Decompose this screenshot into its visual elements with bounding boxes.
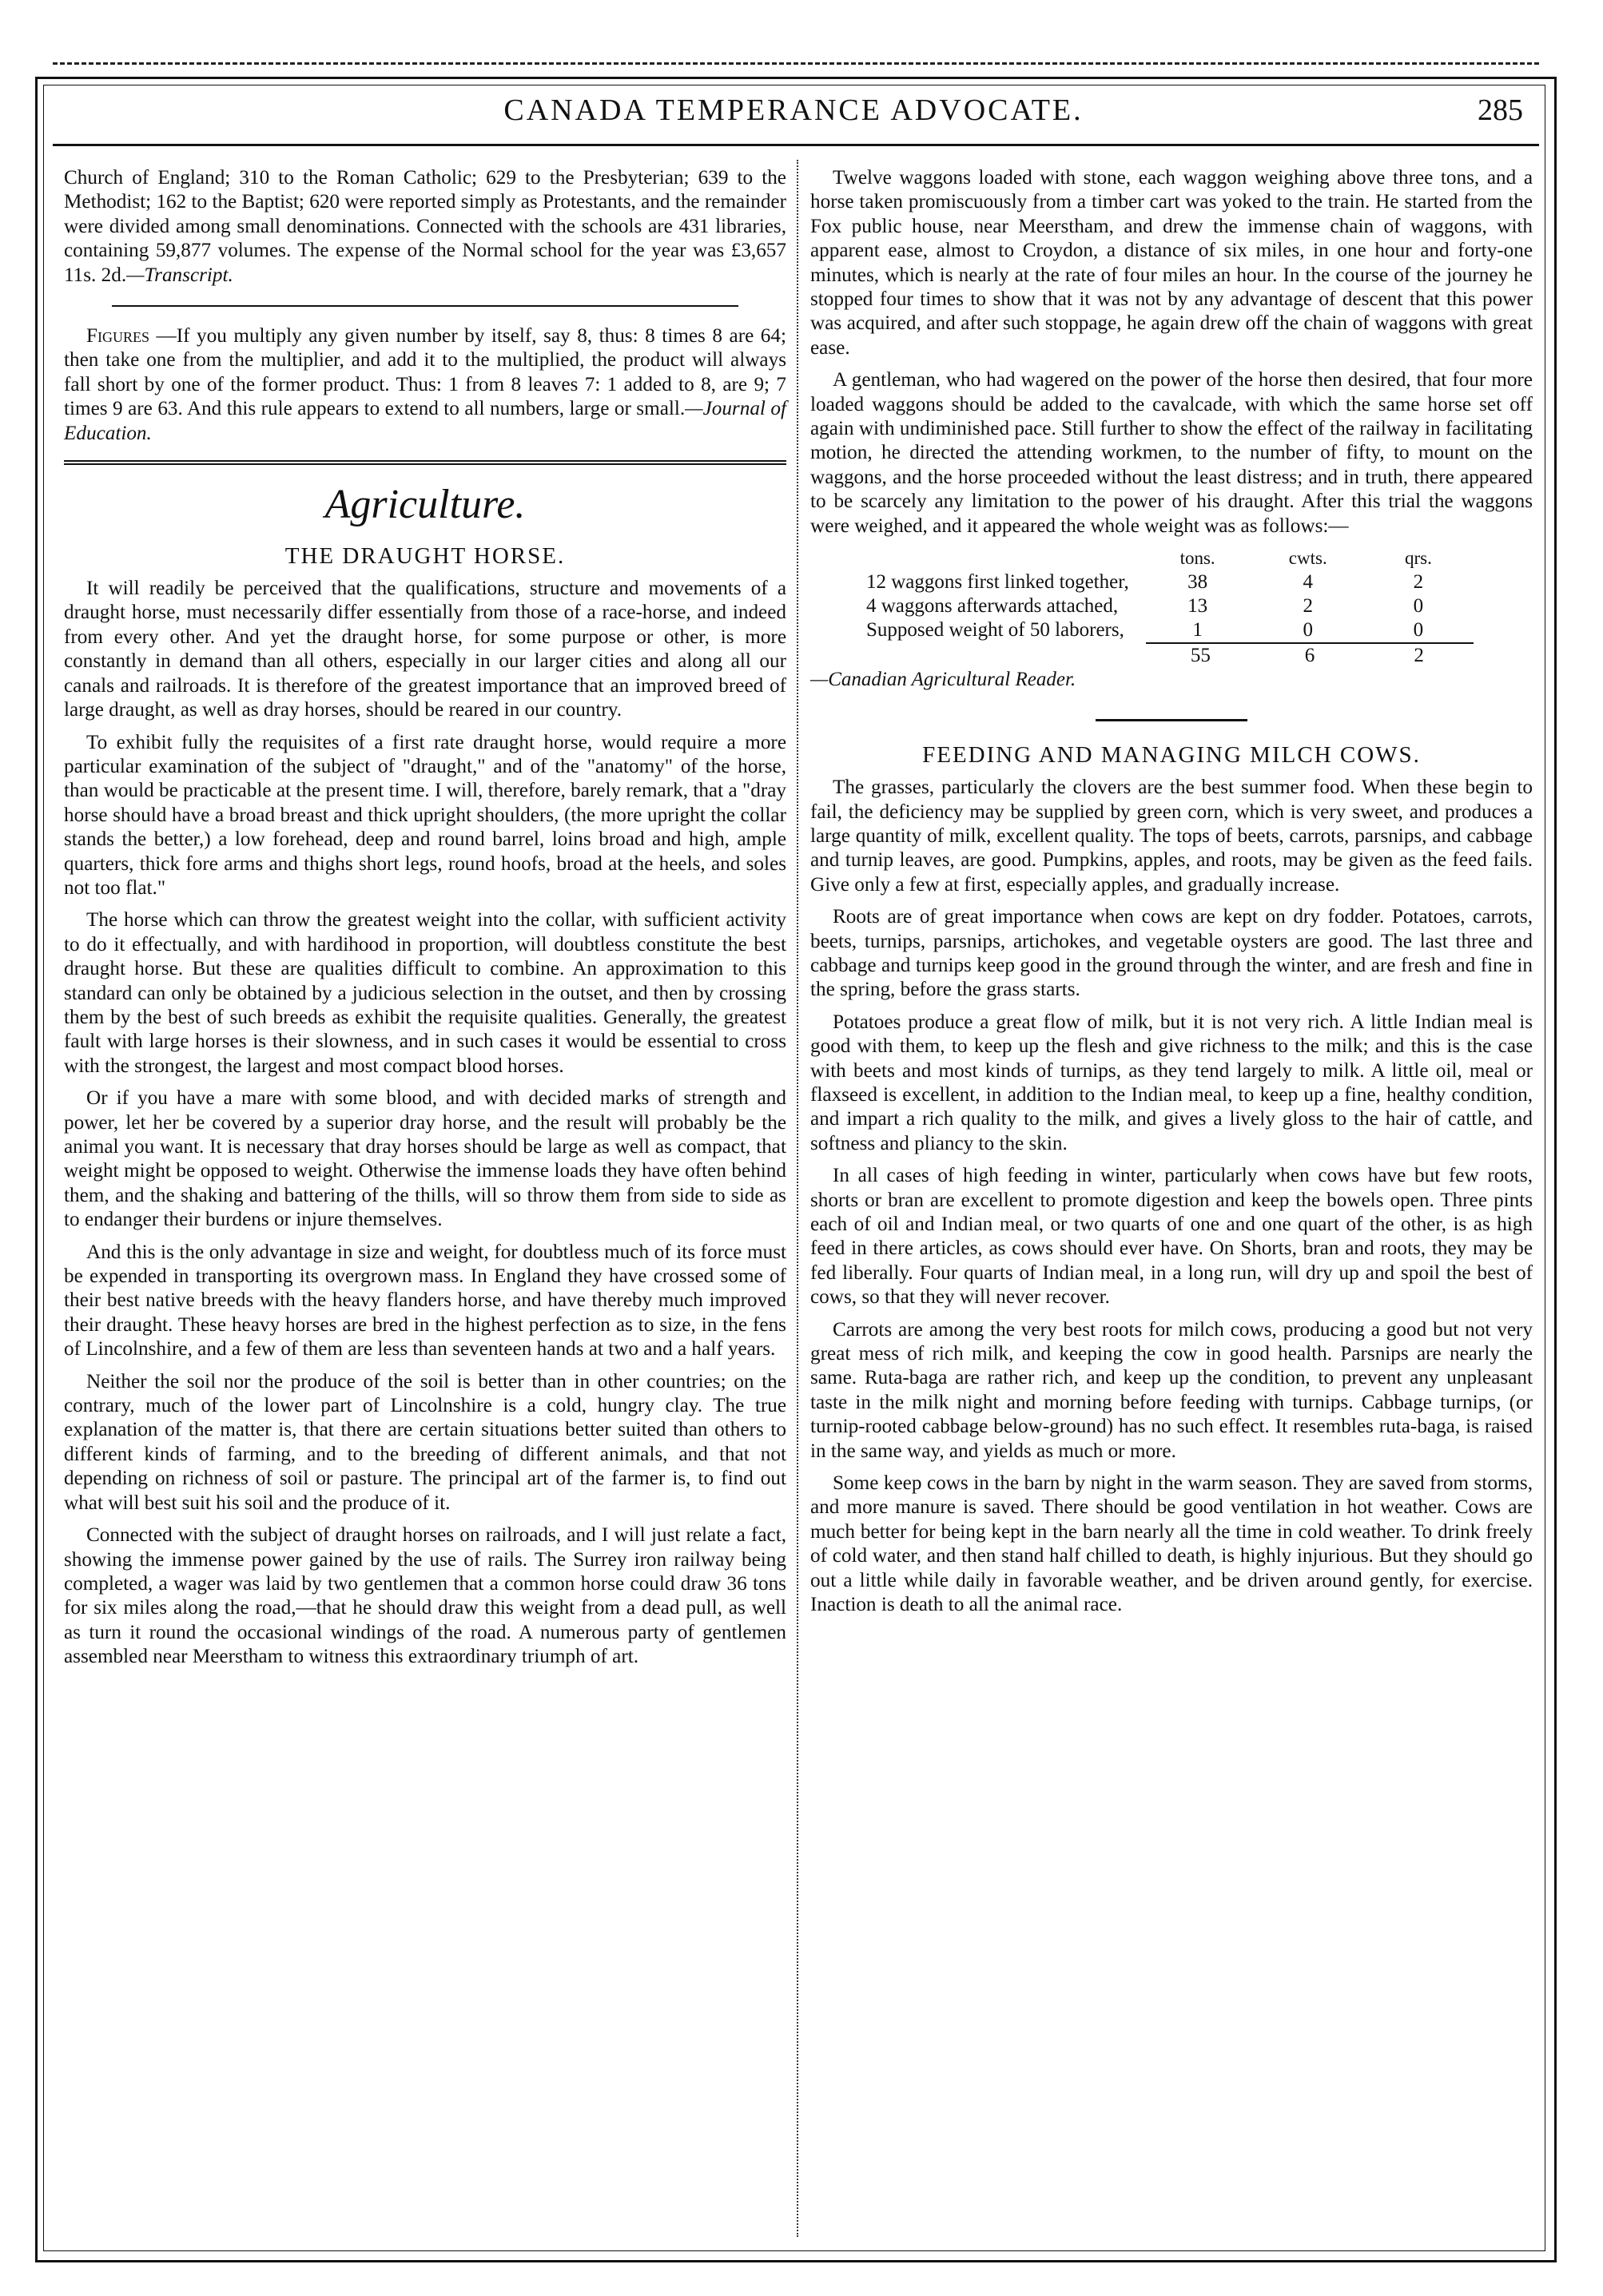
- figures-source: —Journal of Education.: [64, 398, 786, 444]
- row-label: 4 waggons afterwards attached,: [866, 595, 1119, 618]
- article-paragraph: Carrots are among the very best roots for milch cows, producing a good but not very great mess of rich milk, and keeping the cow in good health. Parsnips are nearly the same. Ruta-baga are rather rich, and keep up the condition, to prevent any unpleasant taste in the milk night and morning before feeding with turnips. Cabbage turnips, (or turnip-rooted cabbage below-ground) has no such effect. It resembles ruta-baga, is raised in the same way, and yields as much or more.: [810, 1318, 1533, 1462]
- article-paragraph: Potatoes produce a great flow of milk, but it is not very rich. A little Indian meal is good with them, to keep up the flesh and give richness to the milk; and this is the case with beets and most kinds of turnips, as they tend largely to milk. A little oil, meal or flaxseed is excellent, in addition to the Indian meal, to keep up a fine, healthy condition, and impart a rich quality to the milk, and gives a lively gloss to the hair of cattle, and softness and pliancy to the skin.: [810, 1011, 1533, 1154]
- article-paragraph: Neither the soil nor the produce of the soil is better than in other countries; on the contrary, much of the lower part of Lincolnshire is a cold, hungry clay. The true explanation of the matter is, that there are certain situations better suited than others to different kinds of farming, and to the breeding of different animals, and that not depending on richness of soil or pasture. The principal art of the farmer is, to find out what will best suit his soil and the produce of it.: [64, 1370, 786, 1514]
- top-dashed-rule: [53, 62, 1539, 65]
- cell-qrs: 2: [1413, 571, 1424, 594]
- cell-tons: 13: [1187, 595, 1208, 618]
- article-title-draught-horse: THE DRAUGHT HORSE.: [284, 543, 566, 570]
- cell-cwts: 0: [1303, 619, 1314, 642]
- column-divider: [797, 160, 798, 2237]
- weights-table: [866, 546, 1474, 668]
- census-paragraph: Church of England; 310 to the Roman Catholic; 629 to the Presbyterian; 639 to the Methodist; 162 to the Baptist; 620 were reported simply as Protestants, and the remainder were divided among small denominations. Connected with the schools are 431 libraries, containing 59,877 volumes. The expense of the Normal school for the year was £3,657 11s. 2d.—Transcript.: [64, 167, 786, 286]
- table-total-row: [1146, 642, 1474, 668]
- article-paragraph: The horse which can throw the greatest weight into the collar, with sufficient activity to do it effectually, and with hardihood in proportion, will doubtless constitute the best draught horse. But these are qualities difficult to combine. An approximation to this standard can only be obtained by a judicious selection in the outset, and then by crossing them by the best of such breeds as exhibit the requisite qualities. Generally, the greatest fault with large horses is their slowness, and in such cases it would be essential to cross with the strongest, the largest and most compact blood horses.: [64, 909, 786, 1077]
- article-paragraph: And this is the only advantage in size and weight, for doubtless much of its force must be expended in transporting its overgrown mass. In England they have crossed some of their best native breeds with the heavy flanders horse, and have thereby much improved their draught. These heavy horses are bred in the highest perfection as to size, in the fens of Lincolnshire, and a few of them are less than seventeen hands at two and a half years.: [64, 1241, 786, 1361]
- center-rule: [1096, 719, 1247, 721]
- header-cwts: cwts.: [1288, 548, 1327, 569]
- section-title-agriculture: Agriculture.: [324, 482, 526, 528]
- total-tons: 55: [1190, 645, 1211, 667]
- header-rule: [53, 144, 1539, 146]
- cell-tons: 38: [1187, 571, 1208, 594]
- cell-cwts: 2: [1303, 595, 1314, 618]
- table-row: [866, 570, 1474, 594]
- article-paragraph: The grasses, particularly the clovers are the best summer food. When these begin to fail, the deficiency may be supplied by green corn, which is very sweet, and produces a large quantity of milk, excellent quality. The tops of beets, carrots, parsnips, and cabbage and turnip leaves, are good. Pumpkins, apples, and roots, may be given as the feed fails. Give only a few at first, especially apples, and gradually increase.: [810, 777, 1533, 896]
- section-rule: [64, 460, 786, 465]
- cell-qrs: 0: [1413, 619, 1424, 642]
- article-paragraph: Or if you have a mare with some blood, and with decided marks of strength and power, let her be covered by a superior dray horse, and the result will probably be the animal you want. It is necessary that dray horses should be large as well as compact, that weight might be opposed to weight. Otherwise the immense loads they have often behind them, and the shaking and battering of the thills, will so throw them from side to side as to endanger their burdens or injure themselves.: [64, 1087, 786, 1231]
- page-header: [48, 86, 1539, 142]
- article-paragraph: Some keep cows in the barn by night in the warm season. They are saved from storms, and more manure is saved. There should be good ventilation in hot weather. Cows are much better for being kept in the barn nearly all the time in cold weather. To drink freely of cold water, and then stand half chilled to death, is highly injurious. But they should go out a little while daily in favorable weather, and be driven around gently, for exercise. Inaction is death to all the animal race.: [810, 1472, 1533, 1616]
- total-qrs: 2: [1414, 645, 1424, 667]
- table-row: [866, 594, 1474, 618]
- separator-rule: [112, 305, 738, 307]
- weights-table-header: [866, 546, 1474, 570]
- article-paragraph: Roots are of great importance when cows are kept on dry fodder. Potatoes, carrots, beets, turnips, parsnips, artichokes, and vegetable oysters are good. The last three and cabbage and turnips keep good in the ground through the winter, and are fresh and fine in the spring, before the grass starts.: [810, 906, 1533, 1001]
- article-paragraph: Twelve waggons loaded with stone, each waggon weighing above three tons, and a horse taken promiscuously from a timber cart was yoked to the train. He started from the Fox public house, near Meerstham, and drew the immense chain of waggons, with apparent ease, almost to Croydon, a distance of six miles, in one hour and forty-one minutes, which is nearly at the rate of four miles an hour. In the course of the journey he stopped four times to show that it was not by any advantage of descent that this power was acquired, and after such stoppage, he again drew off the chain of waggons with great ease.: [810, 167, 1533, 359]
- cell-qrs: 0: [1413, 595, 1424, 618]
- cell-tons: 1: [1192, 619, 1203, 642]
- article-paragraph: A gentleman, who had wagered on the power of the horse then desired, that four more loaded waggons should be added to the cavalcade, with which the same horse set off again with undiminished pace. Still further to show the effect of the railway in facilitating motion, he directed the attending workmen, to the number of fifty, to mount on the waggons, and the horse proceeded without the least distress; and in truth, there appeared to be scarcely any limitation to the power of his draught. After this trial the waggons were weighed, and it appeared the whole weight was as follows:—: [810, 369, 1533, 537]
- table-row: [866, 618, 1474, 642]
- header-qrs: qrs.: [1404, 548, 1432, 569]
- table-source: —Canadian Agricultural Reader.: [810, 669, 1076, 691]
- article-paragraph: Connected with the subject of draught horses on railroads, and I will just relate a fact, showing the immense power gained by the use of rails. The Surrey iron railway being completed, a wager was laid by two gentlemen that a common horse could draw 36 tons for six miles along the road,—that he should draw this weight from a dead pull, as well as turn it round the occasional windings of the road. A numerous party of gentlemen assembled near Meerstham to witness this extraordinary triumph of art.: [64, 1524, 786, 1668]
- right-column: [810, 166, 1533, 1618]
- figures-paragraph: Figures —If you multiply any given number by itself, say 8, thus: 8 times 8 are 64; then take one from the multiplier, and add it to the multiplied, the product will always fall short by one of the former product. Thus: 1 from 8 leaves 7: 1 added to 8, are 9; 7 times 9 are 63. And this rule appears to extend to all numbers, large or small.—Journal of Education.: [64, 325, 786, 444]
- running-head: CANADA TEMPERANCE ADVOCATE.: [503, 93, 1084, 127]
- page-number: 285: [1478, 93, 1523, 127]
- cell-cwts: 4: [1303, 571, 1314, 594]
- total-cwts: 6: [1304, 645, 1315, 667]
- row-label: Supposed weight of 50 laborers,: [866, 619, 1124, 642]
- figures-lead: Figures: [86, 325, 150, 348]
- census-source: —Transcript.: [126, 264, 233, 286]
- left-column: [64, 166, 786, 1670]
- header-tons: tons.: [1179, 548, 1215, 569]
- article-paragraph: In all cases of high feeding in winter, particularly when cows have but few roots, shorts or bran are excellent to promote digestion and keep the bowels open. Three pints each of oil and Indian meal, or two quarts of one and one quart of the other, is as high feed in there articles, as cows should ever have. On Shorts, bran and roots, they may be fed liberally. Four quarts of Indian meal, in a long run, will dry up and spoil the best of cows, so that they will never recover.: [810, 1165, 1533, 1309]
- article-paragraph: To exhibit fully the requisites of a first rate draught horse, would require a more particular examination of the subject of "draught," and of the "anatomy" of the horse, than would be practicable at the present time. I will, therefore, barely remark, that a "dray horse should have a broad breast and thick upright shoulders, (the more upright the collar stands the better,) a low forehead, deep and round barrel, loins broad and high, ample quarters, thick fore arms and thighs short legs, round hoofs, broad at the heels, and soles not too flat.": [64, 731, 786, 899]
- article-paragraph: It will readily be perceived that the qualifications, structure and movements of a draught horse, must necessarily differ essentially from those of a race-horse, and indeed from every other. And yet the draught horse, for some purpose or other, is more constantly in demand than all others, especially in our larger cities and along all our canals and railroads. It is therefore of the greatest importance that an improved breed of large draught, as well as dray horses, should be reared in our country.: [64, 578, 786, 721]
- article-title-milch-cows: FEEDING AND MANAGING MILCH COWS.: [922, 742, 1421, 769]
- row-label: 12 waggons first linked together,: [866, 571, 1129, 594]
